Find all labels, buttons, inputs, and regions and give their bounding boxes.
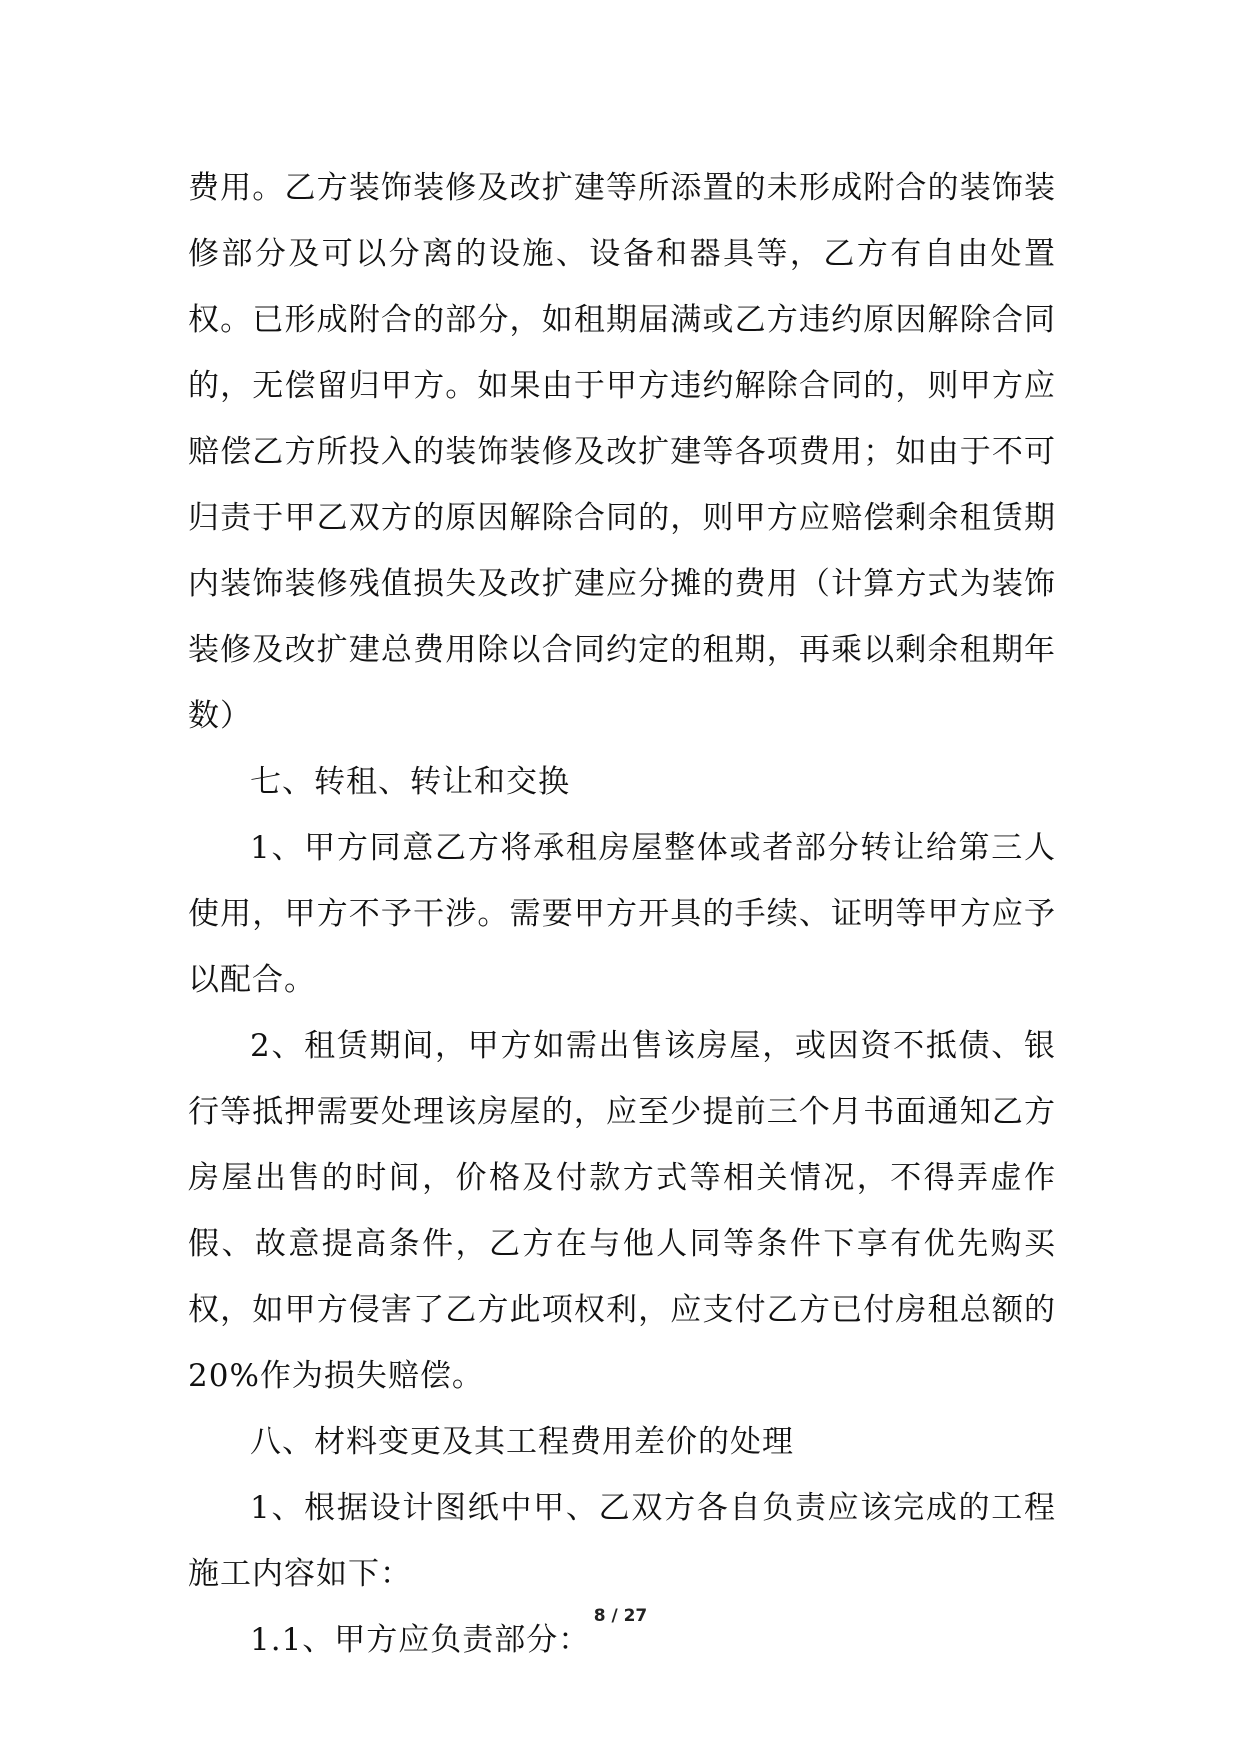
page-number: 8 / 27 [593, 1606, 648, 1626]
paragraph-continued-fees: 费用。乙方装饰装修及改扩建等所添置的未形成附合的装饰装修部分及可以分离的设施、设备和器具等，乙方有自由处置权。已形成附合的部分，如租期届满或乙方违约原因解除合同的，无偿留归甲方。如果由于甲方违约解除合同的，则甲方应赔偿乙方所投入的装饰装修及改扩建等各项费用；如由于不可归责于甲乙双方的原因解除合同的，则甲方应赔偿剩余租赁期内装饰装修残值损失及改扩建应分摊的费用（计算方式为装饰装修及改扩建总费用除以合同约定的租期，再乘以剩余租期年数） [188, 170, 1056, 734]
paragraph-8-1: 1、根据设计图纸中甲、乙双方各自负责应该完成的工程施工内容如下： [188, 1490, 1056, 1592]
document-body [188, 155, 1056, 1673]
paragraph-7-1: 1、甲方同意乙方将承租房屋整体或者部分转让给第三人使用，甲方不予干涉。需要甲方开具的手续、证明等甲方应予以配合。 [188, 830, 1056, 998]
paragraph-7-2: 2、租赁期间，甲方如需出售该房屋，或因资不抵债、银行等抵押需要处理该房屋的，应至少提前三个月书面通知乙方房屋出售的时间，价格及付款方式等相关情况，不得弄虚作假、故意提高条件，乙方在与他人同等条件下享有优先购买权，如甲方侵害了乙方此项权利，应支付乙方已付房租总额的 20%作为损失赔偿。 [188, 1028, 1056, 1394]
paragraph-8-1-1: 1.1、甲方应负责部分： [250, 1622, 591, 1658]
heading-section-8: 八、材料变更及其工程费用差价的处理 [250, 1424, 794, 1460]
heading-section-7: 七、转租、转让和交换 [250, 764, 570, 800]
